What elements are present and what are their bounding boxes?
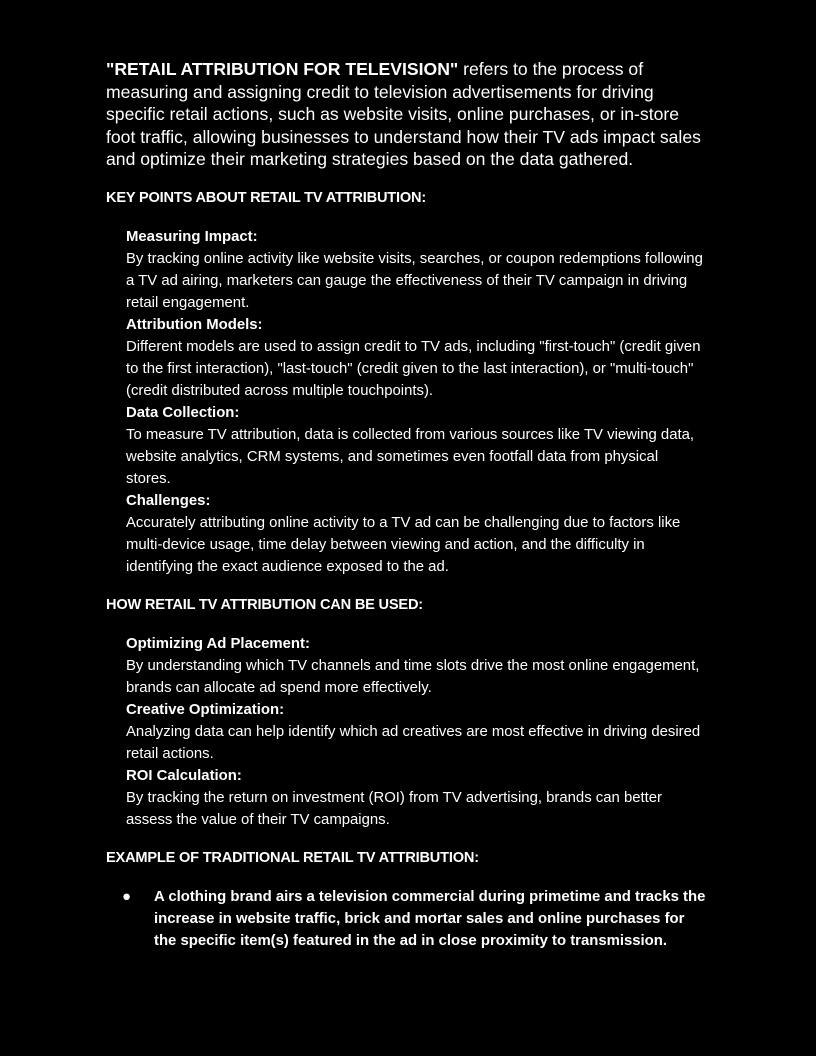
heading-key-points: KEY POINTS ABOUT RETAIL TV ATTRIBUTION: [106,189,427,206]
use-item [126,765,706,831]
intro-term: "RETAIL ATTRIBUTION FOR TELEVISION" [106,59,459,79]
key-point-item [126,226,706,314]
item-text: To measure TV attribution, data is collected from various sources like TV viewing data, website analytics, CRM systems, and sometimes even footfall data from physical stores. [126,426,695,487]
item-title: Optimizing Ad Placement: [126,635,310,652]
item-title: ROI Calculation: [126,767,242,784]
item-title: Attribution Models: [126,316,263,333]
example-bullet-item [106,886,706,952]
use-item [126,633,706,699]
item-text: By tracking the return on investment (ROI) from TV advertising, brands can better assess the value of their TV campaigns. [126,789,663,828]
example-list [106,886,706,952]
key-point-item [126,490,706,578]
item-text: By tracking online activity like website visits, searches, or coupon redemptions following a TV ad airing, marketers can gauge the effectiveness of their TV campaign in driving retail engagement. [126,250,703,311]
key-points-list [106,226,706,578]
heading-uses: HOW RETAIL TV ATTRIBUTION CAN BE USED: [106,596,423,613]
bullet-icon: ● [122,888,131,905]
key-point-item [126,314,706,402]
heading-example: EXAMPLE OF TRADITIONAL RETAIL TV ATTRIBUTION: [106,849,479,866]
item-title: Challenges: [126,492,211,509]
document-page [106,58,706,952]
use-item [126,699,706,765]
item-text: By understanding which TV channels and time slots drive the most online engagement, brands can allocate ad spend more effectively. [126,657,700,696]
item-title: Data Collection: [126,404,240,421]
intro-text: refers to the process of measuring and assigning credit to television advertisements for driving specific retail actions, such as website visits, online purchases, or in-store foot traffic, allowing businesses to understand how their TV ads impact sales and optimize their marketing strategies based on the data gathered. [106,59,701,170]
item-title: Measuring Impact: [126,228,258,245]
intro-paragraph [106,58,706,171]
item-text: Different models are used to assign credit to TV ads, including "first-touch" (credit given to the first interaction), "last-touch" (credit given to the last interaction), or "multi-touch" (credit distributed across multiple touchpoints). [126,338,701,399]
key-point-item [126,402,706,490]
item-text: Accurately attributing online activity to a TV ad can be challenging due to factors like multi-device usage, time delay between viewing and action, and the difficulty in identifying the exact audience exposed to the ad. [126,514,681,575]
item-text: Analyzing data can help identify which ad creatives are most effective in driving desired retail actions. [126,723,701,762]
uses-list [106,633,706,831]
bullet-text: A clothing brand airs a television commercial during primetime and tracks the increase in website traffic, brick and mortar sales and online purchases for the specific item(s) featured in the ad in close proximity to transmission. [154,888,706,949]
item-title: Creative Optimization: [126,701,285,718]
